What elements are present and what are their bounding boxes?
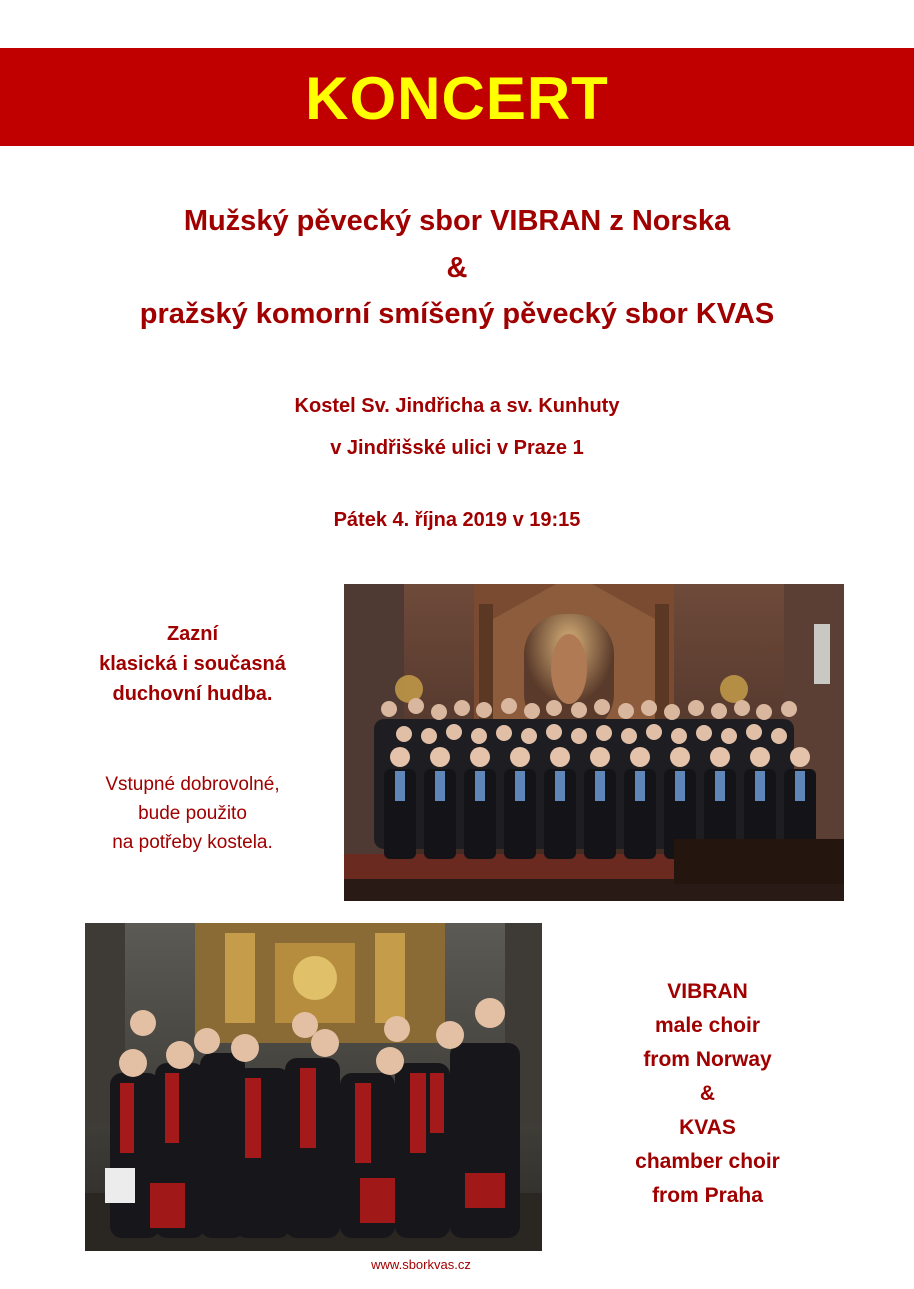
- english-line-2: male choir: [654, 1014, 761, 1037]
- english-line-6: chamber choir: [635, 1150, 780, 1173]
- headline-line-1: Mužský pěvecký sbor VIBRAN z Norska: [183, 205, 731, 237]
- english-line-3: from Norway: [643, 1048, 772, 1071]
- program-line-1: Zazní: [166, 623, 219, 645]
- english-line-7: from Praha: [652, 1184, 763, 1207]
- program-line-3: duchovní hudba.: [112, 683, 273, 705]
- website-link[interactable]: www.sborkvas.cz: [371, 1257, 471, 1272]
- venue-street: v Jindřišské ulici v Praze 1: [330, 437, 584, 459]
- headline-ampersand: &: [446, 252, 468, 284]
- english-summary: [595, 975, 820, 1213]
- program-text: [70, 619, 315, 709]
- headline-line-3: pražský komorní smíšený pěvecký sbor KVAS: [139, 298, 775, 330]
- english-line-5: KVAS: [679, 1116, 736, 1139]
- title-banner: [0, 48, 914, 146]
- english-line-1: VIBRAN: [667, 980, 748, 1003]
- program-line-2: klasická i současná: [99, 653, 286, 675]
- admission-line-3: na potřeby kostela.: [112, 832, 273, 853]
- concert-date: Pátek 4. října 2019 v 19:15: [333, 509, 581, 531]
- admission-line-1: Vstupné dobrovolné,: [105, 774, 280, 795]
- admission-line-2: bude použito: [138, 803, 247, 824]
- kvas-choir-photo: [85, 923, 542, 1251]
- venue-church: Kostel Sv. Jindřicha a sv. Kunhuty: [294, 395, 620, 417]
- english-line-4: &: [699, 1082, 716, 1105]
- admission-text: [70, 770, 315, 857]
- vibran-choir-photo: [344, 584, 844, 901]
- page-title: KONCERT: [305, 65, 609, 132]
